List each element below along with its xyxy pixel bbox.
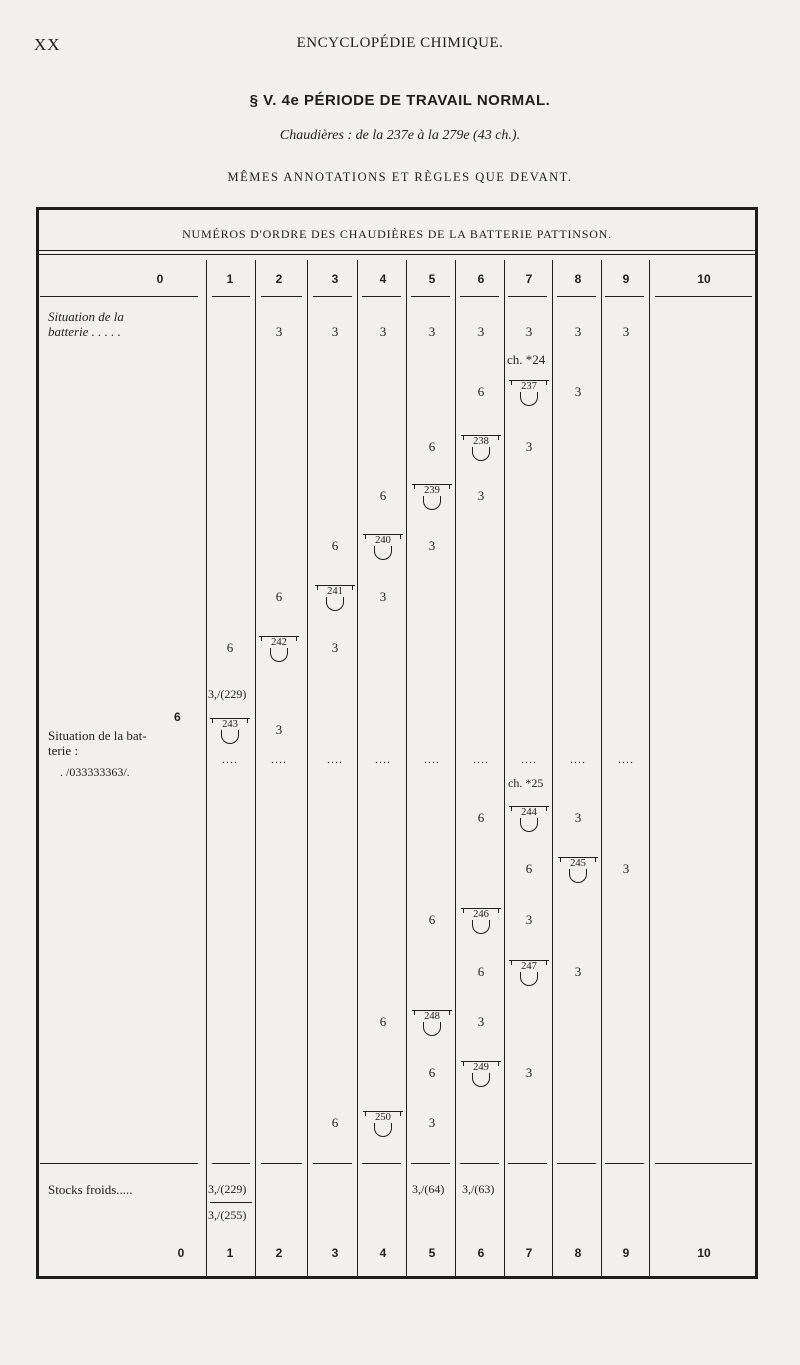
situation-value: 3 [477,324,485,339]
situation-value: 3 [525,324,533,339]
section-title: § V. 4e PÉRIODE DE TRAVAIL NORMAL. [249,92,551,109]
stock-col1-rule [210,1202,252,1203]
stocks-rule [411,1163,450,1164]
boiler-238 [461,435,501,465]
boiler-number: 239 [424,485,440,496]
step-left-value: 6 [428,1065,436,1080]
column-number: 5 [428,272,436,286]
section-subtitle: Chaudières : de la 237e à la 279e (43 ch.). [279,128,521,143]
footer-column-number: 0 [177,1246,185,1260]
situation-value: 3 [275,324,283,339]
header-rule [261,296,302,297]
caption-rule [39,254,755,255]
situation2-code: . /033333363/. [60,765,130,779]
column-number: 2 [275,272,283,286]
boiler-number: 244 [521,807,537,818]
situation-value: 3 [379,324,387,339]
boiler-icon [569,869,587,883]
step-right-value: 3 [379,589,387,604]
boiler-240 [363,534,403,564]
header-rule [508,296,547,297]
step-left-value: 6 [428,439,436,454]
footer-column-number: 10 [697,1246,711,1260]
footer-column-number: 4 [379,1246,387,1260]
stocks-rule [460,1163,499,1164]
footer-column-number: 2 [275,1246,283,1260]
boiler-number: 241 [327,586,343,597]
step-right-value: 3 [574,384,582,399]
boiler-icon [374,1123,392,1137]
boiler-number: 249 [473,1062,489,1073]
dotted-separator: .... [618,752,634,766]
footer-column-number: 7 [525,1246,533,1260]
step-right-value: 3 [525,439,533,454]
step-right-value: 3 [428,1115,436,1130]
boiler-icon [423,496,441,510]
column-divider [504,260,505,1276]
situation2-label: Situation de la bat- [48,728,147,743]
situation-value: 3 [622,324,630,339]
stocks-rule [362,1163,401,1164]
situation-label: batterie . . . . . [48,324,121,339]
page-number: XX [34,35,61,54]
step-right-value: 3 [477,1014,485,1029]
boiler-icon [423,1022,441,1036]
footer-column-number: 8 [574,1246,582,1260]
footer-column-number: 3 [331,1246,339,1260]
boiler-number: 238 [473,436,489,447]
step-left-value: 6 [379,1014,387,1029]
footer-column-number: 1 [226,1246,234,1260]
stocks-label: Stocks froids..... [48,1182,133,1197]
situation2-label: terie : [48,743,78,758]
header-rule [411,296,450,297]
stocks-rule [261,1163,302,1164]
boiler-number: 242 [271,637,287,648]
stock-col5: 3,/(64) [412,1182,445,1196]
boiler-number: 245 [570,858,586,869]
step-left-value: 6 [525,861,533,876]
column-number: 1 [226,272,234,286]
step-left-value: 6 [379,488,387,503]
footer-column-number: 5 [428,1246,436,1260]
boiler-icon [520,972,538,986]
step-left-value: 6 [477,810,485,825]
boiler-icon [270,648,288,662]
column-number: 9 [622,272,630,286]
column-divider [406,260,407,1276]
dotted-separator: .... [271,752,287,766]
boiler-243 [210,718,250,748]
step-right-value: 3 [477,488,485,503]
boiler-icon [374,546,392,560]
stock-col6: 3,/(63) [462,1182,495,1196]
situation-value: 3 [428,324,436,339]
boiler-icon [472,920,490,934]
stocks-rule [655,1163,752,1164]
footer-column-number: 6 [477,1246,485,1260]
step-left-value: 6 [477,964,485,979]
boiler-number: 240 [375,535,391,546]
column-divider [455,260,456,1276]
boiler-number: 246 [473,909,489,920]
stock-col1-a: 3,/(229) [208,1182,247,1196]
boiler-239 [412,484,452,514]
dotted-separator: .... [375,752,391,766]
boiler-number: 237 [521,381,537,392]
column-divider [206,260,207,1276]
stocks-rule [605,1163,644,1164]
situation2-col0: 6 [174,710,181,724]
stocks-rule [212,1163,250,1164]
stocks-rule [508,1163,547,1164]
boiler-241 [315,585,355,615]
boiler-237 [509,380,549,410]
step-right-value: 3 [574,964,582,979]
step-above-value: 3,/(229) [208,687,247,701]
step-right-value: 3 [428,538,436,553]
column-number: 3 [331,272,339,286]
boiler-number: 250 [375,1112,391,1123]
column-divider [357,260,358,1276]
step-right-value: 3 [525,1065,533,1080]
header-rule [212,296,250,297]
header-rule [557,296,596,297]
stocks-rule [40,1163,198,1164]
stocks-rule [557,1163,596,1164]
step-left-value: 6 [226,640,234,655]
running-title: ENCYCLOPÉDIE CHIMIQUE. [296,35,504,51]
boiler-242 [259,636,299,666]
annotations-note: MÊMES ANNOTATIONS ET RÈGLES QUE DEVANT. [227,170,573,184]
boiler-247 [509,960,549,990]
header-rule [655,296,752,297]
column-divider [552,260,553,1276]
step-left-value: 6 [477,384,485,399]
column-divider [307,260,308,1276]
column-number: 7 [525,272,533,286]
boiler-244 [509,806,549,836]
chaudiere-24-label: ch. *24 [507,352,546,367]
boiler-icon [326,597,344,611]
dotted-separator: .... [222,752,238,766]
step-right-value: 3 [622,861,630,876]
step-right-value: 3 [275,722,283,737]
step-right-value: 3 [525,912,533,927]
boiler-icon [472,447,490,461]
column-divider [601,260,602,1276]
boiler-number: 243 [222,719,238,730]
chaudiere-25-label: ch. *25 [508,776,544,790]
column-number: 4 [379,272,387,286]
step-right-value: 3 [574,810,582,825]
boiler-icon [520,818,538,832]
dotted-separator: .... [570,752,586,766]
stocks-rule [313,1163,352,1164]
header-rule [460,296,499,297]
dotted-separator: .... [327,752,343,766]
column-number: 8 [574,272,582,286]
step-left-value: 6 [428,912,436,927]
situation-value: 3 [574,324,582,339]
column-divider [649,260,650,1276]
caption-rule [39,250,755,251]
boiler-249 [461,1061,501,1091]
dotted-separator: .... [473,752,489,766]
step-left-value: 6 [331,538,339,553]
step-right-value: 3 [331,640,339,655]
footer-column-number: 9 [622,1246,630,1260]
boiler-icon [520,392,538,406]
boiler-246 [461,908,501,938]
boiler-250 [363,1111,403,1141]
table-caption: NUMÉROS D'ORDRE DES CHAUDIÈRES DE LA BATTERIE PATTINSON. [182,227,612,241]
column-number: 6 [477,272,485,286]
header-rule [362,296,401,297]
dotted-separator: .... [424,752,440,766]
boiler-icon [221,730,239,744]
boiler-number: 247 [521,961,537,972]
stock-col1-b: 3,/(255) [208,1208,247,1222]
column-number: 10 [697,272,711,286]
column-number: 0 [156,272,164,286]
situation-value: 3 [331,324,339,339]
column-divider [255,260,256,1276]
step-left-value: 6 [275,589,283,604]
boiler-icon [472,1073,490,1087]
header-rule [605,296,644,297]
situation-label: Situation de la [48,309,124,324]
boiler-number: 248 [424,1011,440,1022]
step-left-value: 6 [331,1115,339,1130]
header-rule [313,296,352,297]
header-rule [40,296,198,297]
boiler-245 [558,857,598,887]
boiler-248 [412,1010,452,1040]
dotted-separator: .... [521,752,537,766]
